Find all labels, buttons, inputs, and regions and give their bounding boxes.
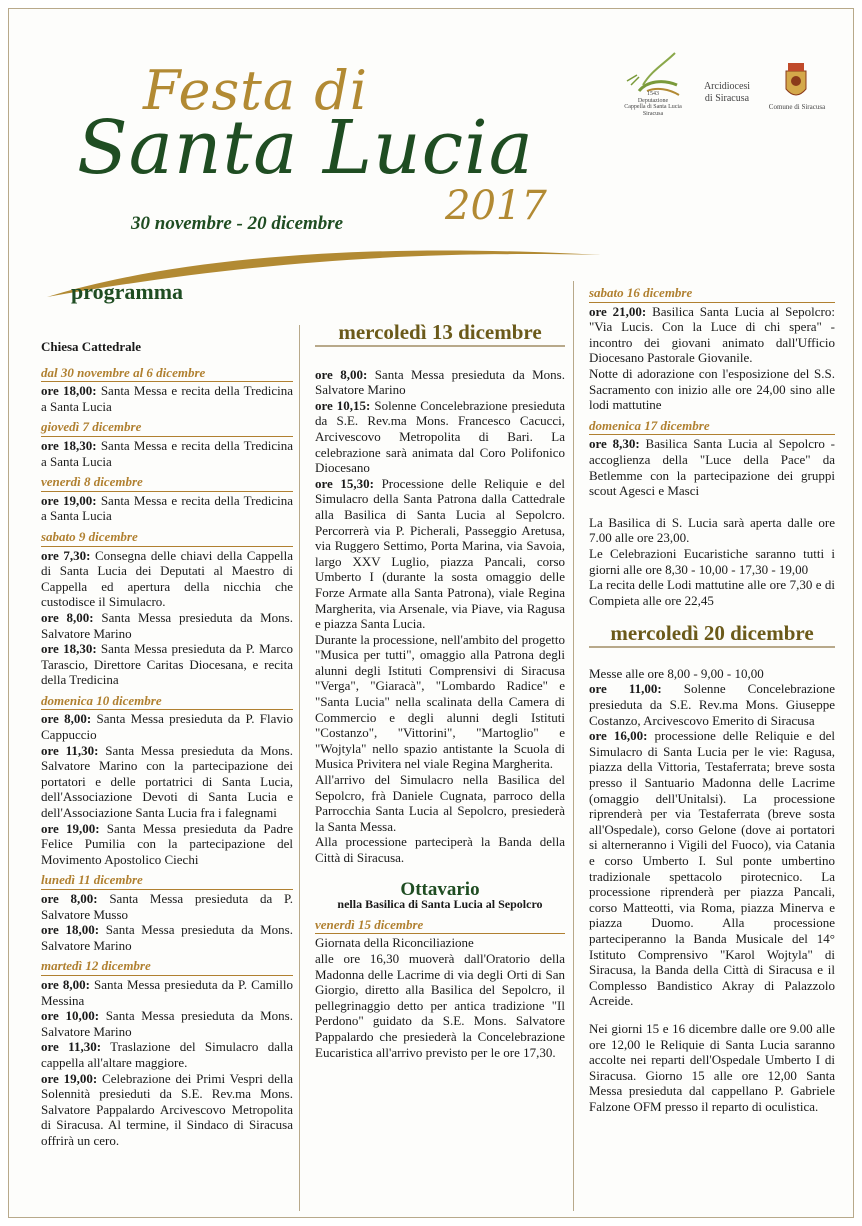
event-item: ore 19,00: Santa Messa e recita della Tredicina a Santa Lucia [41, 492, 294, 524]
event-item: ore 8,00: Santa Messa presieduta da Mons. Salvatore Marino [315, 366, 565, 398]
paragraph: alle ore 16,30 muoverà dall'Oratorio della Madonna delle Lacrime di via degli Orti di San Giorgio, diretto alla Basilica del Sepolcro, il pellegrinaggio detto per antica tradizione "Il Perdono" guidato da S.E. Mons. Salvatore Pappalardo che presiederà la Concelebrazione Eucaristica all'arrivo previsto per le ore 17,30. [315, 950, 565, 1060]
paragraph: Le Celebrazioni Eucaristiche saranno tutti i giorni alle ore 8,30 - 10,00 - 17,30 - 19,00 [589, 545, 835, 577]
comune-caption: Comune di Siracusa [768, 103, 826, 111]
paragraph: Giornata della Riconciliazione [315, 935, 474, 951]
event-item: ore 19,00: Celebrazione dei Primi Vespri della Solennità presieduti da S.E. Rev.ma Mons. Salvatore Pappalardo Arcivescovo Metropolita di Siracusa. Al termine, il Sindaco di Siracusa offrirà un cero. [41, 1070, 293, 1148]
venue-title: Chiesa Cattedrale [41, 339, 142, 354]
event-item: ore 8,00: Santa Messa presieduta da P. Camillo Messina [41, 976, 294, 1008]
column-3 [589, 285, 835, 1115]
event-item: ore 18,30: Santa Messa e recita della Tredicina a Santa Lucia [41, 437, 294, 469]
event-item: ore 16,00: processione delle Reliquie e del Simulacro di Santa Lucia per le vie: Ragusa, piazza della Vittoria, Testaferrata; breve sosta presso il Santuario Madonna delle Lacrime (omaggio dell'Unitalsi). La processione riprenderà per via Testaferrata (breve sosta all'Ospedale), corso Gelone (dove ai portatori si alterneranno i Vigili del Fuoco), via Catania e corso Umberto I. Sul ponte umbertino tradizionale spettacolo pirotecnico. La processione riprenderà per piazza Pancali, corso Matteotti, via Roma, piazza Minerva e piazza Duomo. Alla processione parteciperanno la Banda Musicale del 14° Istituto Comprensivo "Karol Wojtyla" di Siracusa, la Banda della Città di Siracusa e il Complesso Bandistico Akray di Palazzolo Acreide. [589, 728, 835, 1009]
day-heading: domenica 17 dicembre [589, 418, 835, 436]
paragraph: Nei giorni 15 e 16 dicembre dalle ore 9.00 alle ore 12,00 le Reliquie di Santa Lucia saranno accolte nei reparti dell'Ospedale Umberto I di Siracusa. Giorno 15 alle ore 12,00 Santa Messa presieduta dal cappellano P. Gabriele Falzone OFM presso il reparto di oculistica. [589, 1020, 835, 1114]
day-heading: domenica 10 dicembre [41, 693, 293, 711]
event-item: ore 7,30: Consegna delle chiavi della Cappella di Santa Lucia dei Deputati al Maestro di Cappella ed apertura della nicchia che custodisce il Simulacro. [41, 547, 294, 610]
day-big-heading: mercoledì 13 dicembre [315, 325, 565, 347]
title-festa: Festa di [143, 59, 369, 122]
title-santa-lucia: Santa Lucia [77, 105, 534, 191]
title-year: 2017 [445, 183, 547, 229]
event-item: ore 8,00: Santa Messa presieduta da Mons. Salvatore Marino [41, 609, 293, 641]
event-item: ore 15,30: Processione delle Reliquie e del Simulacro della Santa Patrona dalla Cattedrale alla Basilica di Santa Lucia al Sepolcro. Percorrerà via P. Picherali, Passeggio Aretusa, via Ruggero Settimo, Porta Marina, via Savoia, largo XXV Luglio, piazza Pancali, corso Umberto I (durante la sosta omaggio delle Forze Armate alla Santa Patrona), viale Regina Margherita, via Arsenale, via Piave, via Ragusa e piazza Santa Lucia. [315, 475, 566, 632]
column-2 [315, 320, 566, 1060]
date-range: 30 novembre - 20 dicembre [131, 213, 344, 234]
day-heading: lunedì 11 dicembre [41, 872, 293, 890]
day-heading: sabato 9 dicembre [41, 529, 293, 547]
paragraph: Notte di adorazione con l'esposizione del S.S. Sacramento con inizio alle ore 24,00 sino alle lodi mattutine [589, 365, 835, 413]
poster [8, 8, 854, 1218]
event-item: ore 11,30: Traslazione del Simulacro dalla cappella all'altare maggiore. [41, 1039, 293, 1070]
event-item: ore 10,15: Solenne Concelebrazione presieduta da S.E. Rev.ma Mons. Francesco Cacucci, Arcivescovo Metropolita di Bari. La celebrazione sarà animata dal Coro Polifonico Diocesano [315, 397, 565, 476]
event-item: ore 21,00: Basilica Santa Lucia al Sepolcro: "Via Lucis. Con la Luce di chi spera" - incontro dei giovani animato dall'Ufficio Diocesano Pastorale Giovanile. [589, 303, 835, 366]
day-heading: martedì 12 dicembre [41, 958, 293, 976]
paragraph: Messe alle ore 8,00 - 9,00 - 10,00 [589, 665, 764, 681]
event-item: ore 8,30: Basilica Santa Lucia al Sepolcro - accoglienza della "Luce della Pace" da Betlemme con la partecipazione dei gruppi scout Agesci e Masci [589, 436, 835, 499]
day-heading: giovedì 7 dicembre [41, 419, 293, 437]
comune-crest-icon [781, 61, 811, 103]
event-item: ore 10,00: Santa Messa presieduta da Mons. Salvatore Marino [41, 1008, 293, 1039]
event-item: ore 18,30: Santa Messa presieduta da P. Marco Tarascio, Direttore Caritas Diocesana, e recita della Tredicina [41, 641, 293, 688]
paragraph: All'arrivo del Simulacro nella Basilica del Sepolcro, frà Daniele Cugnata, parroco della Parrocchia Santa Lucia al Sepolcro, presiederà la Santa Messa. [315, 772, 565, 834]
day-heading: venerdì 8 dicembre [41, 474, 293, 492]
event-item: ore 19,00: Santa Messa presieduta da Padre Felice Pumilia con la partecipazione del Movimento Apostolico Ciechi [41, 820, 293, 867]
paragraph: Durante la processione, nell'ambito del progetto "Musica per tutti", omaggio alla Patrona degli alunni degli Istituti Comprensivi di Siracusa "Verga", "Giaracà", "Lombardo Radice" e "Santa Lucia" nella scalinata della Camera di Commercio e degli alunni degli Istituti "Costanzo", "Vittorini", "Martoglio" e "Wojtyla" nello spazio antistante la Scuola di Musica Privitera nel viale Regina Margherita. [315, 631, 565, 772]
event-item: ore 11,30: Santa Messa presieduta da Mons. Salvatore Marino con la partecipazione dei portatori e delle portatrici di Santa Lucia, dell'Associazione Devoti di Santa Lucia e dell'Associazione Santa Lucia fra i falegnami [41, 742, 293, 821]
event-item: ore 8,00: Santa Messa presieduta da P. Flavio Cappuccio [41, 711, 293, 743]
event-item: ore 18,00: Santa Messa presieduta da Mons. Salvatore Marino [41, 922, 293, 953]
programma-heading: programma [71, 279, 184, 304]
paragraph: La Basilica di S. Lucia sarà aperta dalle ore 7.00 alle ore 23,00. [589, 514, 835, 546]
paragraph: Alla processione parteciperà la Banda della Città di Siracusa. [315, 834, 565, 865]
day-heading: sabato 16 dicembre [589, 285, 835, 303]
logos-area [617, 51, 837, 115]
paragraph: La recita delle Lodi mattutine alle ore 7,30 e di Compieta alle ore 22,45 [589, 577, 835, 608]
day-heading: venerdì 15 dicembre [315, 917, 565, 935]
ottavario-subtitle: nella Basilica di Santa Lucia al Sepolcro [337, 897, 543, 912]
event-item: ore 11,00: Solenne Concelebrazione presieduta da S.E. Rev.ma Mons. Giuseppe Costanzo, Arcivescovo Emerito di Siracusa [589, 681, 835, 728]
event-item: ore 8,00: Santa Messa presieduta da P. Salvatore Musso [41, 891, 293, 922]
arcidiocesi-caption: Arcidiocesi di Siracusa [703, 81, 751, 104]
day-big-heading: mercoledì 20 dicembre [589, 626, 835, 648]
deputazione-caption: 1543 Deputazione Cappella di Santa Lucia Siracusa [624, 91, 682, 117]
column-divider-2 [573, 281, 574, 1211]
ottavario-title: Ottavario [400, 878, 480, 900]
day-heading: dal 30 novembre al 6 dicembre [41, 365, 293, 383]
column-1 [41, 339, 293, 1149]
event-item: ore 18,00: Santa Messa e recita della Tredicina a Santa Lucia [41, 383, 294, 414]
column-divider-1 [299, 325, 300, 1211]
